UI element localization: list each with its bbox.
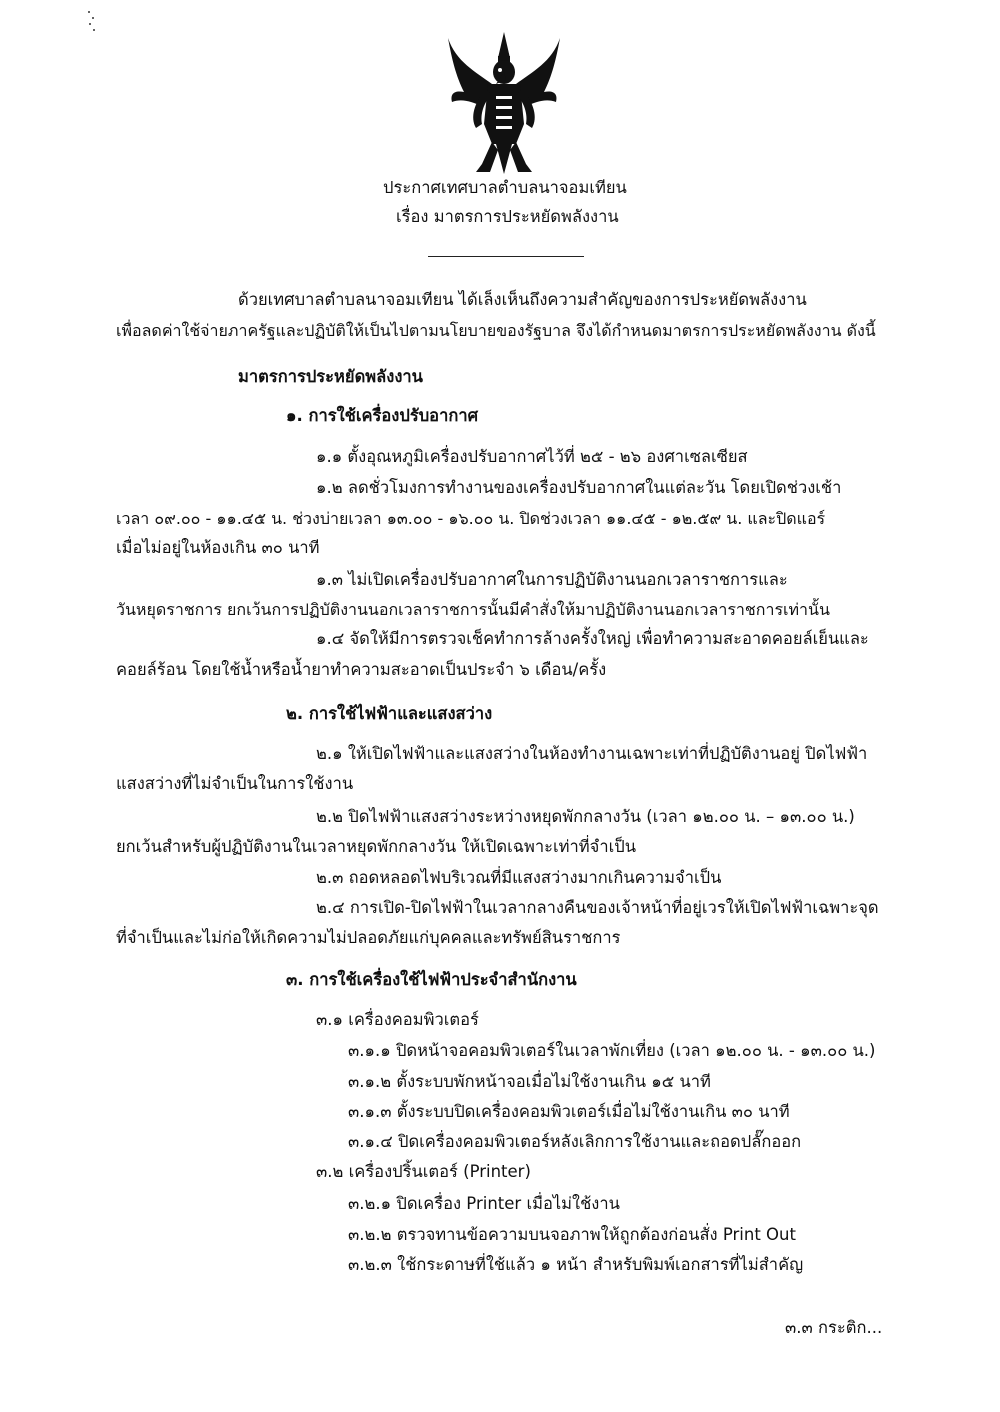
section-1-item-4-line-2: คอยล์ร้อน โดยใช้น้ำหรือน้ำยาทำความสะอาดเป็นประจำ ๖ เดือน/ครั้ง bbox=[116, 660, 607, 679]
section-1-item-3-line-2: วันหยุดราชการ ยกเว้นการปฏิบัติงานนอกเวลาราชการนั้นมีคำสั่งให้มาปฏิบัติงานนอกเวลาราชการเท่านั้น bbox=[116, 600, 830, 619]
title-divider bbox=[428, 256, 584, 257]
document-subject: เรื่อง มาตรการประหยัดพลังงาน bbox=[396, 207, 619, 226]
section-3-sub-2-item-1: ๓.๒.๑ ปิดเครื่อง Printer เมื่อไม่ใช้งาน bbox=[348, 1194, 620, 1213]
section-1-item-1: ๑.๑ ตั้งอุณหภูมิเครื่องปรับอากาศไว้ที่ ๒๕ - ๒๖ องศาเซลเซียส bbox=[316, 447, 748, 466]
section-1-item-4-line-1: ๑.๔ จัดให้มีการตรวจเช็คทำการล้างครั้งใหญ่ เพื่อทำความสะอาดคอยล์เย็นและ bbox=[316, 629, 869, 648]
section-1-heading: ๑. การใช้เครื่องปรับอากาศ bbox=[286, 406, 479, 425]
measures-heading: มาตรการประหยัดพลังงาน bbox=[238, 367, 423, 386]
continuation-marker: ๓.๓ กระติก... bbox=[785, 1318, 883, 1337]
section-3-sub-1-item-4: ๓.๑.๔ ปิดเครื่องคอมพิวเตอร์หลังเลิกการใช้งานและถอดปลั๊กออก bbox=[348, 1132, 802, 1151]
garuda-emblem-icon bbox=[446, 32, 562, 174]
section-2-heading: ๒. การใช้ไฟฟ้าและแสงสว่าง bbox=[286, 704, 493, 723]
intro-line-1: ด้วยเทศบาลตำบลนาจอมเทียน ได้เล็งเห็นถึงความสำคัญของการประหยัดพลังงาน bbox=[238, 290, 807, 309]
scan-artifact-icon bbox=[86, 8, 98, 34]
section-2-item-4-line-2: ที่จำเป็นและไม่ก่อให้เกิดความไม่ปลอดภัยแก่บุคคลและทรัพย์สินราชการ bbox=[116, 928, 621, 947]
section-1-item-2-line-1: ๑.๒ ลดชั่วโมงการทำงานของเครื่องปรับอากาศในแต่ละวัน โดยเปิดช่วงเช้า bbox=[316, 478, 842, 497]
section-2-item-2-line-1: ๒.๒ ปิดไฟฟ้าแสงสว่างระหว่างหยุดพักกลางวัน (เวลา ๑๒.๐๐ น. – ๑๓.๐๐ น.) bbox=[316, 807, 855, 826]
section-1-item-3-line-1: ๑.๓ ไม่เปิดเครื่องปรับอากาศในการปฏิบัติงานนอกเวลาราชการและ bbox=[316, 570, 788, 589]
section-3-sub-1-item-1: ๓.๑.๑ ปิดหน้าจอคอมพิวเตอร์ในเวลาพักเที่ยง (เวลา ๑๒.๐๐ น. - ๑๓.๐๐ น.) bbox=[348, 1041, 876, 1060]
section-2-item-2-line-2: ยกเว้นสำหรับผู้ปฏิบัติงานในเวลาหยุดพักกลางวัน ให้เปิดเฉพาะเท่าที่จำเป็น bbox=[116, 837, 636, 856]
section-3-sub-1: ๓.๑ เครื่องคอมพิวเตอร์ bbox=[316, 1010, 479, 1029]
section-1-item-2-line-3: เมื่อไม่อยู่ในห้องเกิน ๓๐ นาที bbox=[116, 538, 320, 557]
section-3-sub-2-item-3: ๓.๒.๓ ใช้กระดาษที่ใช้แล้ว ๑ หน้า สำหรับพิมพ์เอกสารที่ไม่สำคัญ bbox=[348, 1255, 804, 1274]
section-3-sub-1-item-3: ๓.๑.๓ ตั้งระบบปิดเครื่องคอมพิวเตอร์เมื่อไม่ใช้งานเกิน ๓๐ นาที bbox=[348, 1102, 790, 1121]
section-3-sub-2-item-2: ๓.๒.๒ ตรวจทานข้อความบนจอภาพให้ถูกต้องก่อนสั่ง Print Out bbox=[348, 1225, 796, 1244]
section-2-item-1-line-1: ๒.๑ ให้เปิดไฟฟ้าและแสงสว่างในห้องทำงานเฉพาะเท่าที่ปฏิบัติงานอยู่ ปิดไฟฟ้า bbox=[316, 744, 868, 763]
intro-line-2: เพื่อลดค่าใช้จ่ายภาครัฐและปฏิบัติให้เป็นไปตามนโยบายของรัฐบาล จึงได้กำหนดมาตรการประหยัดพลังงาน ดังนี้ bbox=[116, 321, 876, 340]
document-title: ประกาศเทศบาลตำบลนาจอมเทียน bbox=[383, 178, 627, 197]
section-3-sub-1-item-2: ๓.๑.๒ ตั้งระบบพักหน้าจอเมื่อไม่ใช้งานเกิน ๑๕ นาที bbox=[348, 1072, 711, 1091]
section-2-item-4-line-1: ๒.๔ การเปิด-ปิดไฟฟ้าในเวลากลางคืนของเจ้าหน้าที่อยู่เวรให้เปิดไฟฟ้าเฉพาะจุด bbox=[316, 898, 879, 917]
section-1-item-2-line-2: เวลา ๐๙.๐๐ - ๑๑.๔๕ น. ช่วงบ่ายเวลา ๑๓.๐๐ - ๑๖.๐๐ น. ปิดช่วงเวลา ๑๑.๔๕ - ๑๒.๕๙ น. และปิดแอร์ bbox=[116, 509, 826, 528]
section-2-item-3: ๒.๓ ถอดหลอดไฟบริเวณที่มีแสงสว่างมากเกินความจำเป็น bbox=[316, 868, 722, 887]
section-3-heading: ๓. การใช้เครื่องใช้ไฟฟ้าประจำสำนักงาน bbox=[286, 970, 577, 989]
section-2-item-1-line-2: แสงสว่างที่ไม่จำเป็นในการใช้งาน bbox=[116, 774, 354, 793]
section-3-sub-2: ๓.๒ เครื่องปริ้นเตอร์ (Printer) bbox=[316, 1162, 531, 1181]
